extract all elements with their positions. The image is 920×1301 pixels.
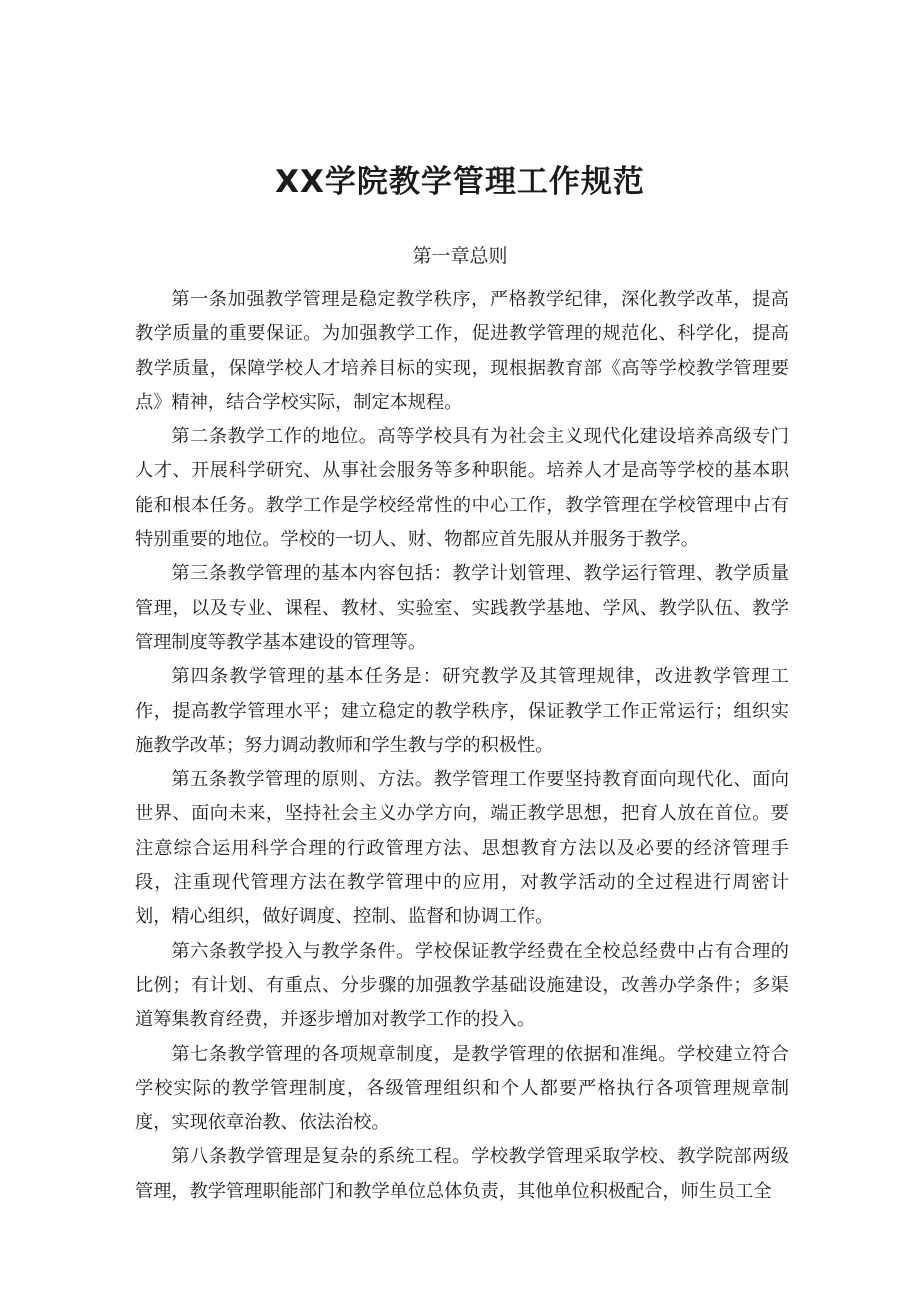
article-paragraph-4: 第四条教学管理的基本任务是：研究教学及其管理规律，改进教学管理工作，提高教学管理水平；建立稳定的教学秩序，保证教学工作正常运行；组织实施教学改革；努力调动教师和学生教与学的积极性。 [135,666,789,756]
article-paragraph-2: 第二条教学工作的地位。高等学校具有为社会主义现代化建设培养高级专门人才、开展科学研究、从事社会服务等多种职能。培养人才是高等学校的基本职能和根本任务。教学工作是学校经常性的中心工作，教学管理在学校管理中占有特别重要的地位。学校的一切人、财、物都应首先服从并服务于教学。 [135,426,789,551]
article-paragraph-8: 第八条教学管理是复杂的系统工程。学校教学管理采取学校、教学院部两级管理，教学管理职能部门和教学单位总体负责，其他单位积极配合，师生员工全 [135,1146,789,1202]
document-body [135,283,789,1209]
document-title: XX学院教学管理工作规范 [275,164,645,200]
article-paragraph-5: 第五条教学管理的原则、方法。教学管理工作要坚持教育面向现代化、面向世界、面向未来，坚持社会主义办学方向，端正教学思想，把育人放在首位。要注意综合运用科学合理的行政管理方法、思想教育方法以及必要的经济管理手段，注重现代管理方法在教学管理中的应用，对教学活动的全过程进行周密计划，精心组织，做好调度、控制、监督和协调工作。 [135,769,789,928]
chapter-heading: 第一章总则 [412,245,508,267]
article-paragraph-1: 第一条加强教学管理是稳定教学秩序，严格教学纪律，深化教学改革，提高教学质量的重要保证。为加强教学工作，促进教学管理的规范化、科学化，提高教学质量，保障学校人才培养目标的实现，现根据教育部《高等学校教学管理要点》精神，结合学校实际，制定本规程。 [135,289,789,413]
article-paragraph-6: 第六条教学投入与教学条件。学校保证教学经费在全校总经费中占有合理的比例；有计划、有重点、分步骤的加强教学基础设施建设，改善办学条件；多渠道筹集教育经费，并逐步增加对教学工作的投入。 [135,940,789,1031]
article-paragraph-3: 第三条教学管理的基本内容包括：教学计划管理、教学运行管理、教学质量管理，以及专业、课程、教材、实验室、实践教学基地、学风、教学队伍、教学管理制度等教学基本建设的管理等。 [135,563,789,653]
article-paragraph-7: 第七条教学管理的各项规章制度，是教学管理的依据和准绳。学校建立符合学校实际的教学管理制度，各级管理组织和个人都要严格执行各项管理规章制度，实现依章治教、依法治校。 [135,1043,789,1134]
